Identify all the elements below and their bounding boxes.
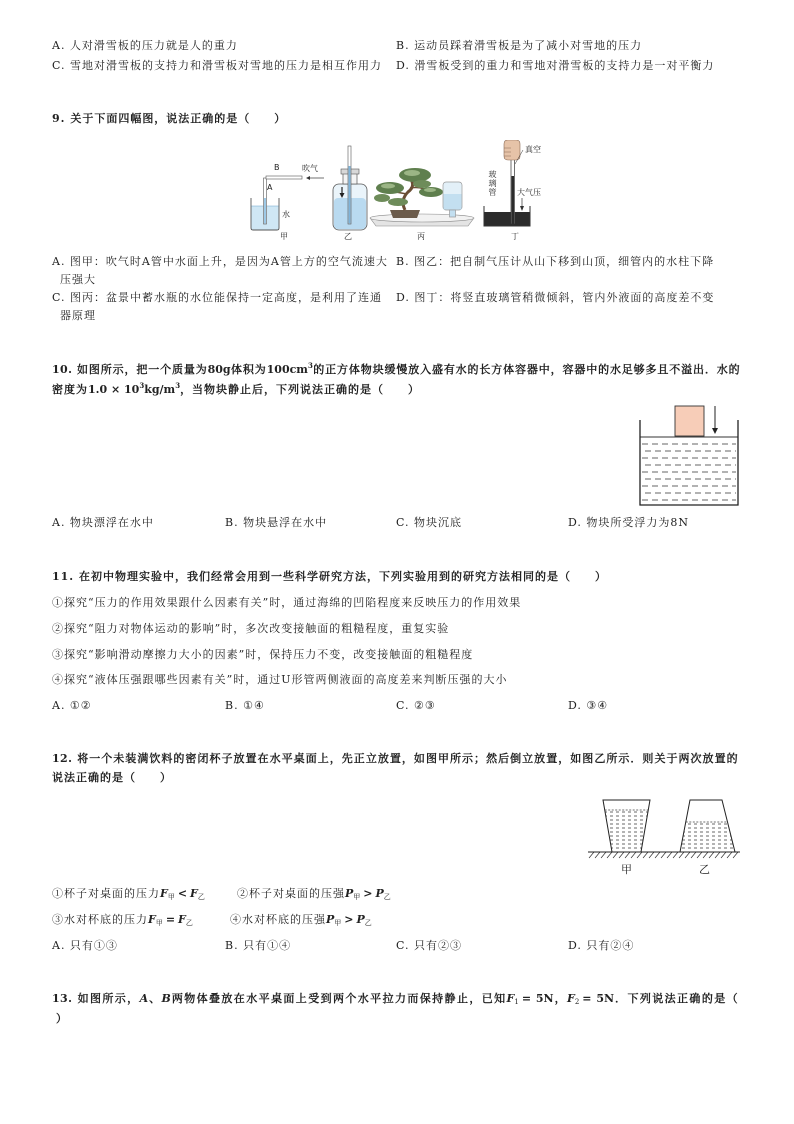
q9-figure-drawing	[240, 140, 550, 245]
q12-option-d: D. 只有②④	[568, 939, 635, 952]
q10-stem-line1-end: 的正方体物块缓慢放入盛有水的长方体容器中，容器中的水足够多且不溢出．水的	[312, 363, 741, 376]
subscript-jia: 甲	[334, 919, 342, 927]
q9-option-b: B. 图乙：把自制气压计从山下移到山顶，细管内的水柱下降	[396, 255, 715, 268]
figure-label-yi: 乙	[344, 232, 352, 241]
q11-option-b: B. ①④	[225, 699, 265, 712]
q11-option-c: C. ②③	[396, 699, 436, 712]
q9-option-c-line2: 器原理	[60, 309, 96, 322]
pressure-symbol: P	[356, 913, 365, 926]
figure-label-vacuum: 真空	[525, 145, 541, 154]
object-a: A	[139, 992, 149, 1005]
figure-label-jia: 甲	[280, 232, 288, 241]
subscript-yi: 乙	[197, 893, 205, 901]
figure-label-tube-a: A	[267, 183, 273, 192]
pressure-symbol: P	[326, 913, 335, 926]
q13-stem-mid: 两物体叠放在水平桌面上受到两个水平拉力而保持静止，已知	[170, 992, 507, 1005]
subscript-jia: 甲	[155, 919, 163, 927]
figure-label-water: 水	[282, 210, 290, 219]
figure-label-yi: 乙	[699, 863, 710, 876]
force-symbol: F	[190, 887, 198, 900]
q10-stem-line2	[52, 383, 420, 397]
q10-stem-prefix: 10. 如图所示，把一个质量为	[52, 363, 208, 376]
q10-option-c: C. 物块沉底	[396, 516, 463, 529]
q12-item-1	[52, 887, 205, 901]
q10-density: 1.0 × 10	[88, 383, 140, 396]
figure-label-ding: 丁	[511, 232, 519, 241]
figure-label-blow: 吹气	[302, 164, 318, 173]
q9-option-a-line1: A. 图甲：吹气时A管中水面上升，是因为A管上方的空气流速大	[52, 255, 388, 268]
q10-stem-end: ，当物块静止后，下列说法正确的是（ ）	[180, 383, 421, 396]
q11-option-d: D. ③④	[568, 699, 609, 712]
force-symbol: F	[178, 913, 186, 926]
operator: >	[363, 887, 373, 900]
q10-option-a: A. 物块漂浮在水中	[52, 516, 154, 529]
figure-label-glass-tube: 玻璃管	[488, 170, 497, 197]
operator: <	[177, 887, 188, 900]
cup-yi	[680, 800, 735, 852]
q10-volume: 100cm	[266, 363, 308, 376]
force-symbol: F	[567, 992, 575, 1005]
q10-volume-exp: 3	[307, 361, 313, 370]
object-b: B	[161, 992, 171, 1005]
q13-stem-line2: ）	[56, 1012, 68, 1025]
q12-stem-line2: 说法正确的是（ ）	[52, 771, 172, 784]
q10-figure-drawing	[630, 400, 745, 510]
subscript-yi: 乙	[185, 919, 193, 927]
q11-stem: 11. 在初中物理实验中，我们经常会用到一些科学研究方法，下列实验用到的研究方法相同的是（ ）	[52, 570, 607, 583]
figure-label-tube-b: B	[274, 163, 280, 172]
f1-subscript: 1	[514, 998, 519, 1006]
q12-figure-drawing	[580, 790, 745, 882]
force-symbol: F	[160, 887, 168, 900]
separator: 、	[148, 992, 162, 1005]
q8-option-c: C. 雪地对滑雪板的支持力和滑雪板对雪地的压力是相互作用力	[52, 59, 383, 72]
figure-jia-beaker	[251, 176, 324, 230]
operator: =	[165, 913, 176, 926]
figure-label-jia: 甲	[621, 863, 632, 876]
q11-option-a: A. ①②	[52, 699, 92, 712]
pressure-symbol: P	[345, 887, 354, 900]
q11-item-2: ②探究“阻力对物体运动的影响”时，多次改变接触面的粗糙程度，重复实验	[52, 622, 450, 635]
q10-stem-line2-start: 密度为	[52, 383, 88, 396]
f2-subscript: 2	[574, 998, 580, 1006]
q9-option-c-line1: C. 图丙：盆景中蓄水瓶的水位能保持一定高度，是利用了连通	[52, 291, 383, 304]
q10-mass: 80g	[207, 363, 231, 376]
q10-figure	[630, 400, 745, 510]
q12-item-2-text: ②杯子对桌面的压强	[237, 887, 345, 900]
figure-yi-bottle	[333, 146, 367, 230]
q8-option-d: D. 滑雪板受到的重力和雪地对滑雪板的支持力是一对平衡力	[396, 59, 715, 72]
f1-value: = 5N	[521, 992, 554, 1005]
subscript-jia: 甲	[167, 893, 175, 901]
figure-label-bing: 丙	[417, 232, 425, 241]
q10-stem-mid: 体积为	[230, 363, 267, 376]
q10-option-b: B. 物块悬浮在水中	[225, 516, 328, 529]
subscript-jia: 甲	[353, 893, 361, 901]
q9-figure	[240, 140, 550, 245]
q12-item-4-text: ④水对杯底的压强	[230, 913, 326, 926]
q12-option-b: B. 只有①④	[225, 939, 292, 952]
comma: ，	[553, 992, 567, 1005]
q10-option-d: D. 物块所受浮力为8N	[568, 516, 690, 529]
q13-stem-end: ．下列说法正确的是（	[614, 992, 739, 1005]
force-symbol: F	[506, 992, 515, 1005]
q10-stem-line1	[52, 363, 740, 377]
q12-stem-line1: 12. 将一个未装满饮料的密闭杯子放置在水平桌面上，先正立放置，如图甲所示；然后倒立放置，如图乙所示．则关于两次放置的	[52, 752, 738, 765]
q12-item-3-text: ③水对杯底的压力	[52, 913, 148, 926]
q12-item-2	[237, 887, 391, 901]
f2-value: = 5N	[582, 992, 615, 1005]
force-symbol: F	[148, 913, 156, 926]
table-surface	[588, 852, 740, 858]
operator: >	[344, 913, 354, 926]
q12-figure	[580, 790, 745, 882]
q12-option-a: A. 只有①③	[52, 939, 118, 952]
q8-option-a: A. 人对滑雪板的压力就是人的重力	[52, 39, 238, 52]
q10-density-unit-exp: 3	[175, 381, 181, 390]
q9-stem: 9. 关于下面四幅图，说法正确的是（ ）	[52, 112, 287, 125]
q10-density-exp: 3	[139, 381, 145, 390]
q11-item-1: ①探究“压力的作用效果跟什么因素有关”时，通过海绵的凹陷程度来反映压力的作用效果	[52, 596, 522, 609]
q12-item-3	[52, 913, 193, 927]
figure-label-atmosphere: 大气压	[517, 188, 541, 197]
pressure-symbol: P	[375, 887, 384, 900]
q8-option-b: B. 运动员踩着滑雪板是为了减小对雪地的压力	[396, 39, 643, 52]
figure-bing-bonsai	[370, 168, 474, 226]
q12-item-1-text: ①杯子对桌面的压力	[52, 887, 160, 900]
q9-option-a-line2: 压强大	[60, 273, 96, 286]
cube-block	[675, 406, 704, 436]
q10-density-unit: kg/m	[144, 383, 176, 396]
q12-item-4	[230, 913, 372, 927]
q13-stem-line1	[52, 992, 738, 1006]
subscript-yi: 乙	[364, 919, 372, 927]
q11-item-3: ③探究“影响滑动摩擦力大小的因素”时，保持压力不变，改变接触面的粗糙程度	[52, 648, 474, 661]
q9-option-d: D. 图丁：将竖直玻璃管稍微倾斜，管内外液面的高度差不变	[396, 291, 715, 304]
q12-option-c: C. 只有②③	[396, 939, 463, 952]
q13-stem-prefix: 13. 如图所示，	[52, 992, 140, 1005]
container-water	[640, 437, 738, 500]
cup-jia	[603, 800, 650, 852]
subscript-yi: 乙	[383, 893, 391, 901]
q11-item-4: ④探究“液体压强跟哪些因素有关”时，通过U形管两侧液面的高度差来判断压强的大小	[52, 673, 508, 686]
